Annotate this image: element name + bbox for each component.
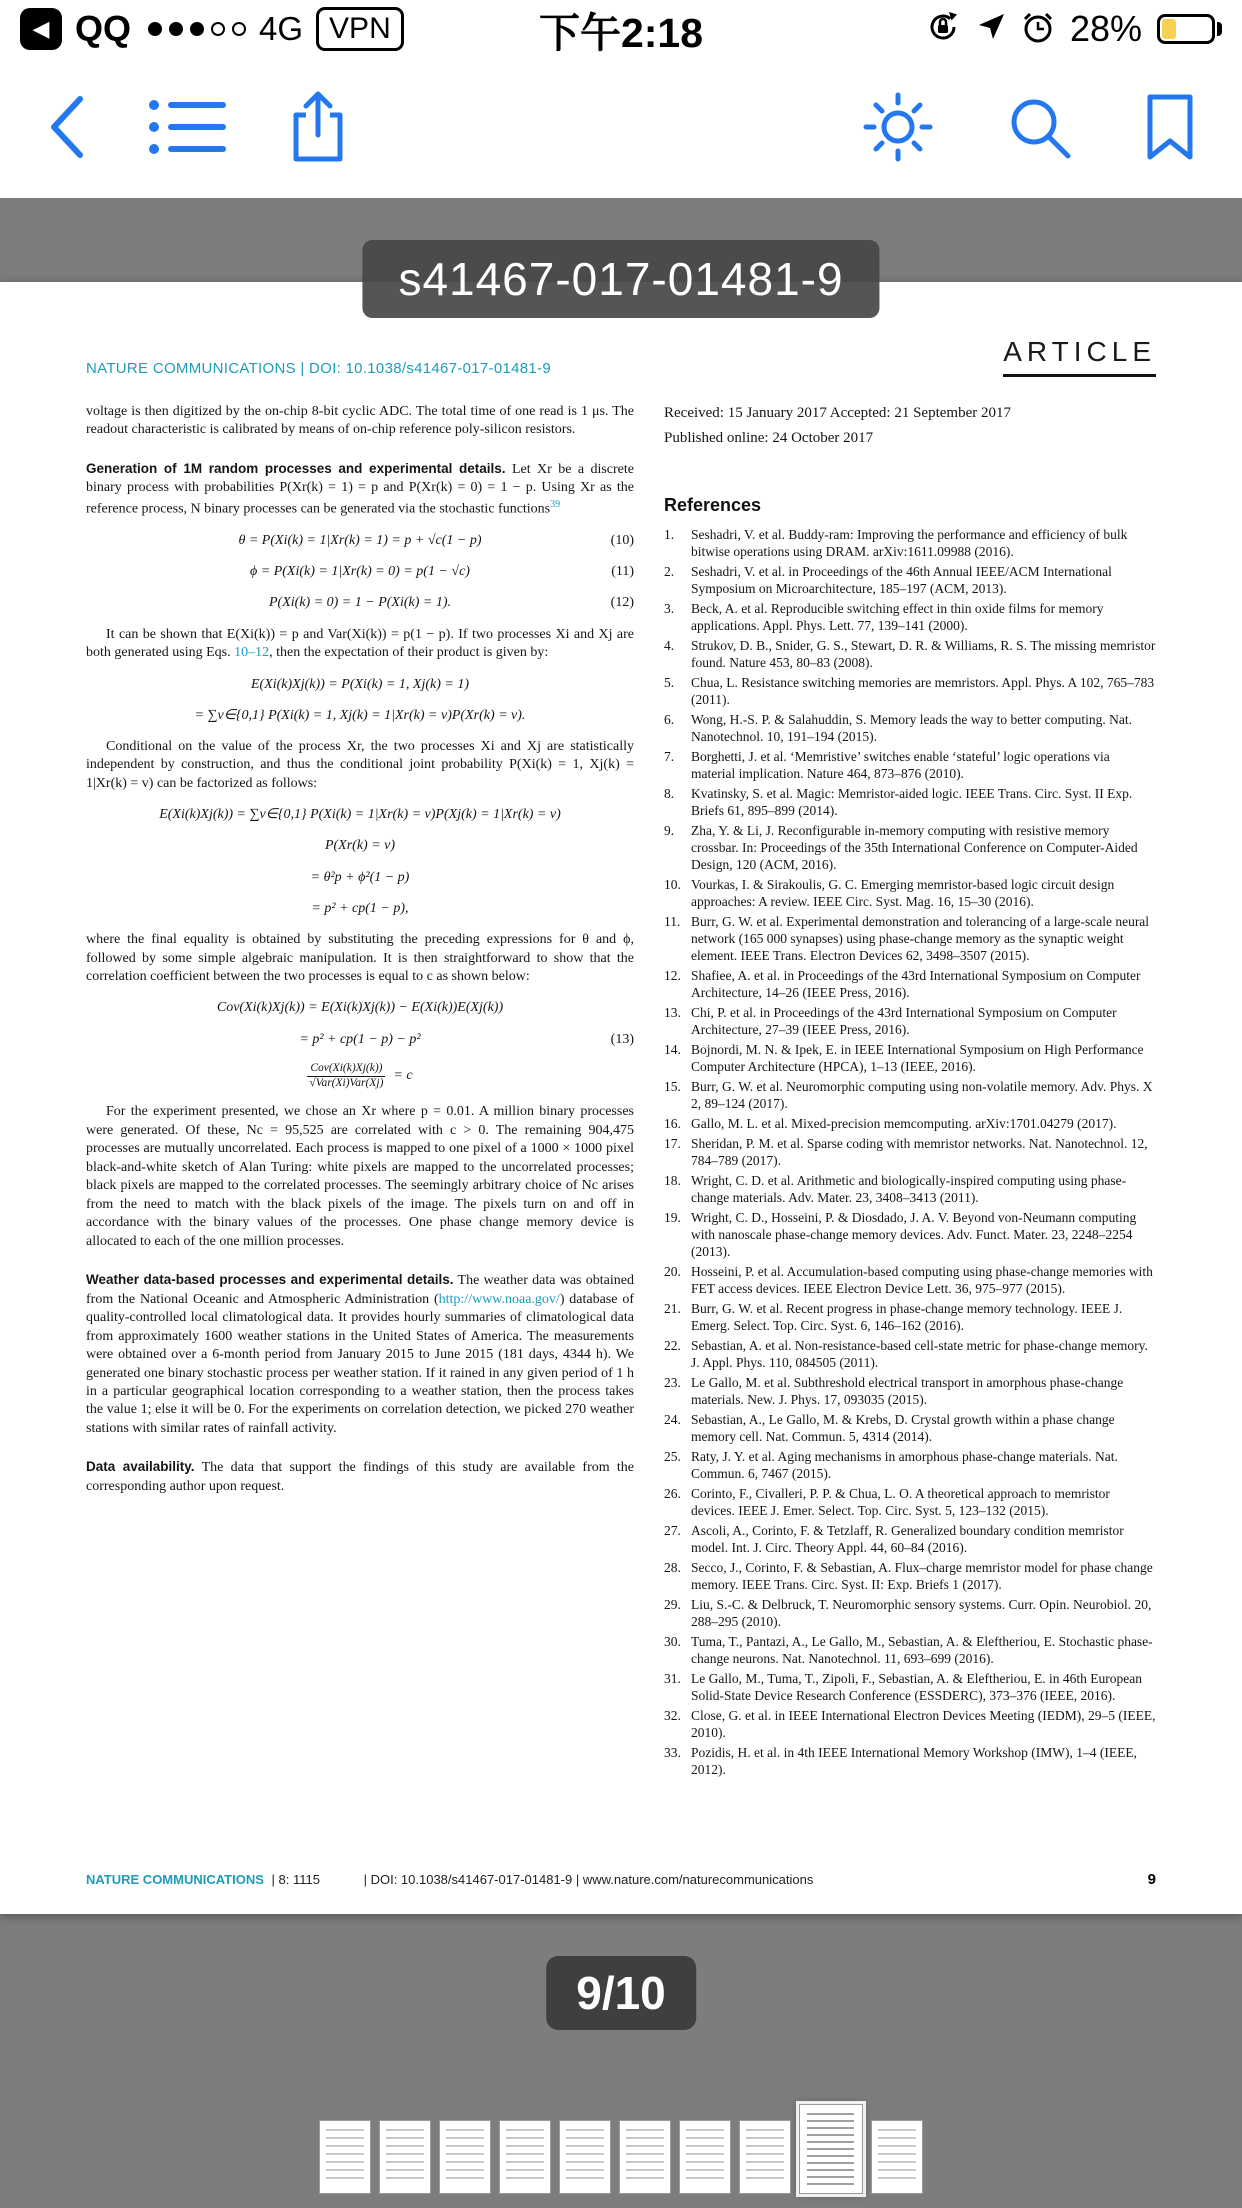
section-generation (86, 460, 634, 519)
reference-item (664, 1448, 1156, 1482)
footer-page-number: 9 (1147, 1871, 1156, 1888)
equation-12: P(Xi(k) = 0) = 1 − P(Xi(k) = 1). (12) (86, 594, 634, 612)
equation-number: (10) (610, 533, 634, 548)
reference-text: Chua, L. Resistance switching memories are memristors. Appl. Phys. A 102, 765–783 (2011). (691, 674, 1155, 707)
location-arrow-icon (976, 12, 1006, 47)
page-thumbnail-3[interactable] (439, 2120, 491, 2194)
reference-text: Liu, S.-C. & Delbruck, T. Neuromorphic sensory systems. Curr. Opin. Neurobiol. 20, 288–295 (2010). (691, 1596, 1152, 1629)
equation-covariance: Cov(Xi(k)Xj(k)) = E(Xi(k)Xj(k)) − E(Xi(k))E(Xj(k)) (216, 1000, 504, 1016)
reference-number: 11. (664, 913, 681, 929)
reference-item (664, 1522, 1156, 1556)
reference-number: 26. (664, 1485, 681, 1501)
reference-text: Seshadri, V. et al. Buddy-ram: Improving the performance and efficiency of bulk bitwise operations using DRAM. arXiv:1611.09988 (2016). (691, 526, 1128, 559)
page-thumbnail-10[interactable] (871, 2120, 923, 2194)
reference-number: 16. (664, 1115, 681, 1131)
reference-number: 14. (664, 1041, 681, 1057)
reference-number: 23. (664, 1374, 681, 1390)
reference-number: 7. (664, 748, 675, 764)
paragraph-final-equality: where the final equality is obtained by substituting the preceding expressions for θ and ϕ, followed by some simple algebraic manipulation. It is then straightforward to show that the correlation coefficient between the two processes is equal to c as shown below: (86, 932, 634, 984)
citation-link-39[interactable]: 39 (550, 498, 561, 510)
brightness-icon (862, 91, 934, 166)
share-button[interactable] (288, 89, 348, 168)
page-thumbnail-7[interactable] (679, 2120, 731, 2194)
reference-text: Corinto, F., Civalleri, P. P. & Chua, L. O. A theoretical approach to memristor devices. IEEE J. Emer. Select. Top. Circ. Syst. 5, 123–132 (2015). (691, 1485, 1110, 1518)
orientation-lock-icon (925, 9, 961, 50)
reference-number: 17. (664, 1135, 681, 1151)
fraction: $\frac{\text{Cov(Xi(k)Xj(k))}}{\text{√Var(Xi)Var(Xj)}}$ (307, 1062, 385, 1091)
reference-text: Burr, G. W. et al. Recent progress in phase-change memory technology. IEEE J. Emerg. Select. Top. Circ. Syst. 6, 146–162 (2016). (691, 1300, 1123, 1333)
share-icon (288, 89, 348, 168)
reference-number: 22. (664, 1337, 681, 1353)
equation-range-link[interactable]: 10–12 (234, 645, 270, 661)
section-heading-weather: Weather data-based processes and experimental details. (86, 1272, 454, 1288)
reference-item (664, 1209, 1156, 1260)
status-time: 下午2:18 (538, 9, 704, 56)
reference-text: Gallo, M. L. et al. Mixed-precision memcomputing. arXiv:1701.04279 (2017). (691, 1115, 1117, 1131)
section-heading-data-availability: Data availability. (86, 1459, 195, 1475)
page-header (86, 336, 1156, 377)
page-thumbnail-6[interactable] (619, 2120, 671, 2194)
reference-number: 29. (664, 1596, 681, 1612)
paragraph-experiment: For the experiment presented, we chose an Xr where p = 0.01. A million binary processes were generated. Of these, Nc = 95,525 are correlated with c > 0. The remaining 904,475 processes are mutually uncorrelated. Each process is mapped to one pixel of a 1000 × 1000 pixel black-and-white sketch of Alan Turing: white pixels are mapped to the uncorrelated processes; black pixels are mapped to the correlated processes. The seemingly arbitrary choice of Nc arises from the need to match with the black pixels of the image. The pixels turn on and off in accordance with the binary values of the processes. One phase change memory device is allocated to each of the one million processes. (86, 1104, 634, 1249)
reference-item (664, 637, 1156, 671)
page-thumbnail-9-selected[interactable] (799, 2104, 863, 2194)
reference-item (664, 1337, 1156, 1371)
page-thumbnail-1[interactable] (319, 2120, 371, 2194)
battery-percent: 28% (1069, 8, 1142, 49)
back-icon (46, 93, 86, 164)
reference-number: 10. (664, 876, 681, 892)
network-type-label: 4G (259, 10, 304, 47)
reference-text: Le Gallo, M. et al. Subthreshold electrical transport in amorphous phase-change materials. New. J. Phys. 17, 093035 (2015). (691, 1374, 1124, 1407)
footer-doi: | DOI: 10.1038/s41467-017-01481-9 | www.nature.com/naturecommunications (363, 1872, 814, 1887)
reference-text: Pozidis, H. et al. in 4th IEEE International Memory Workshop (IMW), 1–4 (IEEE, 2012). (691, 1744, 1137, 1777)
reference-text: Wright, C. D., Hosseini, P. & Diosdado, J. A. V. Beyond von-Neumann computing with nanoscale phase-change memory devices. Adv. Funct. Mater. 23, 2248–2254 (2013). (691, 1209, 1137, 1259)
footer-left (86, 1872, 813, 1887)
back-button[interactable] (46, 93, 86, 164)
back-to-qq-icon[interactable]: ◀ (20, 8, 62, 50)
page-thumbnail-5[interactable] (559, 2120, 611, 2194)
contents-button[interactable] (148, 97, 226, 160)
page-footer (86, 1871, 1156, 1888)
reference-number: 20. (664, 1263, 681, 1279)
section-data-availability: Data availability. The data that support the findings of this study are available from the corresponding author upon request. (86, 1459, 634, 1494)
bookmark-icon (1144, 93, 1196, 164)
reference-item (664, 674, 1156, 708)
reference-item (664, 822, 1156, 873)
reference-number: 28. (664, 1559, 681, 1575)
brightness-button[interactable] (862, 91, 934, 166)
reference-text: Strukov, D. B., Snider, G. S., Stewart, D. R. & Williams, R. S. The missing memristor found. Nature 453, 80–83 (2008). (691, 637, 1156, 670)
page-thumbnail-8[interactable] (739, 2120, 791, 2194)
references-heading: References (664, 494, 762, 515)
reference-item (664, 1707, 1156, 1741)
equation-number: (12) (610, 595, 634, 611)
equation-number: (11) (611, 564, 634, 580)
reference-item (664, 967, 1156, 1001)
article-label: ARTICLE (1003, 336, 1156, 377)
section-weather: Weather data-based processes and experimental details. The weather data was obtained from the National Oceanic and Atmospheric Administration (http://www.noaa.gov/) database of quality-controlled local climatological data. It provides hourly summaries of climatological data from approximately 1600 weather stations in the United States of America. The measurements were obtained over a 6-month period from January 2015 to June 2015 (181 days, 4344 h). We generated one binary stochastic process per weather station. If it rained in any given period of 1 h in a particular geographical location corresponding to a weather station, then the process takes the value 1; else it will be 0. For the experiments on correlation detection, we picked 270 weather stations with similar rates of rainfall activity. (86, 1272, 634, 1436)
reference-item (664, 1115, 1156, 1132)
reference-item (664, 1670, 1156, 1704)
reference-item (664, 876, 1156, 910)
paragraph-readout: voltage is then digitized by the on-chip 8-bit cyclic ADC. The total time of one read is 1 μs. The readout characteristic is calibrated by means of on-chip reference poly-silicon resistors. (86, 404, 634, 438)
page-indicator: 9/10 (546, 1956, 696, 2030)
reference-number: 6. (664, 711, 675, 727)
reference-text: Wong, H.-S. P. & Salahuddin, S. Memory leads the way to better computing. Nat. Nanotechnol. 10, 191–194 (2015). (691, 711, 1132, 744)
right-column (664, 403, 1156, 1781)
reference-item (664, 600, 1156, 634)
paragraph-expectation: It can be shown that E(Xi(k)) = p and Var(Xi(k)) = p(1 − p). If two processes Xi and Xj are both generated using Eqs. 10–12, then the expectation of their product is given by: (86, 626, 634, 661)
section-generation-text: Let Xr be a discrete binary process with probabilities P(Xr(k) = 1) = p and P(Xr(k) = 0) = 1 − p. Using Xr as the reference process, N binary processes can be generated via the stochastic functions (86, 461, 634, 517)
reference-number: 9. (664, 822, 675, 838)
reference-item (664, 1559, 1156, 1593)
reference-item (664, 913, 1156, 964)
reference-item (664, 1374, 1156, 1408)
reference-text: Burr, G. W. et al. Neuromorphic computing using non-volatile memory. Adv. Phys. X 2, 89–124 (2017). (691, 1078, 1153, 1111)
reference-item (664, 1485, 1156, 1519)
reference-text: Vourkas, I. & Sirakoulis, G. C. Emerging memristor-based logic circuit design approaches: A review. IEEE Circ. Syst. Mag. 16, 15–30 (2016). (691, 876, 1115, 909)
contents-icon (148, 97, 226, 160)
reference-item (664, 1004, 1156, 1038)
reference-number: 8. (664, 785, 675, 801)
reference-text: Shafiee, A. et al. in Proceedings of the 43rd International Symposium on Computer Architecture, 14–26 (IEEE Press, 2016). (691, 967, 1141, 1000)
reference-text: Ascoli, A., Corinto, F. & Tetzlaff, R. Generalized boundary condition memristor model. Int. J. Circ. Theory Appl. 44, 60–84 (2016). (691, 1522, 1124, 1555)
reference-text: Le Gallo, M., Tuma, T., Zipoli, F., Sebastian, A. & Eleftheriou, E. in 46th European Solid-State Device Research Conference (ESSDERC), 373–376 (IEEE, 2016). (691, 1670, 1142, 1703)
reference-item (664, 526, 1156, 560)
reference-number: 33. (664, 1744, 681, 1760)
reference-item (664, 1744, 1156, 1778)
reference-number: 30. (664, 1633, 681, 1649)
equation-10: θ = P(Xi(k) = 1|Xr(k) = 1) = p + √c(1 − p) (10) (86, 532, 634, 550)
reference-item (664, 1078, 1156, 1112)
equation-11: ϕ = P(Xi(k) = 1|Xr(k) = 0) = p(1 − √c) (11) (86, 563, 634, 581)
pdf-page[interactable] (0, 282, 1242, 1914)
equation-factorized-4: = p² + cp(1 − p), (311, 900, 409, 916)
reference-number: 21. (664, 1300, 681, 1316)
reference-text: Sheridan, P. M. et al. Sparse coding with memristor networks. Nat. Nanotechnol. 12, 784–789 (2017). (691, 1135, 1148, 1168)
reference-text: Burr, G. W. et al. Experimental demonstration and tolerancing of a large-scale neural network (165 000 synapses) using phase-change memory as the synaptic weight element. IEEE Trans. Electron Devices 62, 3498–3507 (2015). (691, 913, 1150, 963)
reference-number: 5. (664, 674, 675, 690)
references-list (664, 526, 1156, 1778)
reference-item (664, 1300, 1156, 1334)
filename-toast: s41467-017-01481-9 (362, 240, 879, 318)
reference-text: Hosseini, P. et al. Accumulation-based computing using phase-change memories with FET access devices. IEEE Electron Device Lett. 36, 975–977 (2015). (691, 1263, 1153, 1296)
reference-item (664, 1411, 1156, 1445)
reference-text: Kvatinsky, S. et al. Magic: Memristor-aided logic. IEEE Trans. Circ. Syst. II Exp. Briefs 61, 895–899 (2014). (691, 785, 1133, 818)
reference-number: 12. (664, 967, 681, 983)
reference-text: Raty, J. Y. et al. Aging mechanisms in amorphous phase-change materials. Nat. Commun. 6, 7467 (2015). (691, 1448, 1118, 1481)
left-column (86, 403, 634, 1781)
reference-text: Sebastian, A., Le Gallo, M. & Krebs, D. Crystal growth within a phase change memory cell. Nat. Commun. 5, 4314 (2014). (691, 1411, 1115, 1444)
reference-number: 4. (664, 637, 675, 653)
toolbar-right-group (862, 91, 1196, 166)
bookmark-button[interactable] (1144, 93, 1196, 164)
reference-text: Sebastian, A. et al. Non-resistance-based cell-state metric for phase-change memory. J. Appl. Phys. 110, 084505 (2011). (691, 1337, 1148, 1370)
equation-factorized-2: P(Xr(k) = v) (324, 838, 396, 854)
equation-expectation-2: = ∑v∈{0,1} P(Xi(k) = 1, Xj(k) = 1|Xr(k) = v)P(Xr(k) = v). (194, 707, 526, 723)
reference-text: Wright, C. D. et al. Arithmetic and biologically-inspired computing using phase-change materials. Adv. Mater. 23, 3408–3413 (2011). (691, 1172, 1127, 1205)
reference-text: Secco, J., Corinto, F. & Sebastian, A. Flux–charge memristor model for phase change memory. IEEE Trans. Circ. Syst. II: Exp. Briefs 1 (2017). (691, 1559, 1153, 1592)
equation-factorized-3: = θ²p + ϕ²(1 − p) (310, 869, 410, 885)
footer-journal: NATURE COMMUNICATIONS (86, 1872, 264, 1887)
noaa-link[interactable]: http://www.noaa.gov/ (438, 1291, 560, 1307)
reference-item (664, 1041, 1156, 1075)
reference-text: Zha, Y. & Li, J. Reconfigurable in-memory computing with resistive memory crossbar. In: Proceedings of the 35th International Conference on Computer-Aided Design, 120 (ACM, 2016). (691, 822, 1138, 872)
reference-number: 25. (664, 1448, 681, 1464)
toolbar-left-group (46, 89, 348, 168)
reference-number: 13. (664, 1004, 681, 1020)
alarm-icon (1021, 10, 1055, 49)
equation-13: = p² + cp(1 − p) − p² (13) (86, 1031, 634, 1049)
reference-item (664, 1596, 1156, 1630)
received-dates: Received: 15 January 2017 Accepted: 21 September 2017 (664, 405, 1011, 421)
reference-item (664, 563, 1156, 597)
equation-expectation-1: E(Xi(k)Xj(k)) = P(Xi(k) = 1, Xj(k) = 1) (250, 676, 469, 692)
reference-item (664, 748, 1156, 782)
reference-number: 18. (664, 1172, 681, 1188)
search-button[interactable] (1006, 94, 1072, 163)
paragraph-conditional: Conditional on the value of the process Xr, the two processes Xi and Xj are statistically independent by construction, and thus the conditional joint probability P(Xi(k) = 1, Xj(k) = 1|Xr(k) = v) can be factorized as follows: (86, 738, 634, 791)
reference-text: Chi, P. et al. in Proceedings of the 43rd International Symposium on Computer Architecture, 27–39 (IEEE Press, 2016). (691, 1004, 1117, 1037)
reference-item (664, 1172, 1156, 1206)
status-bar (0, 0, 1242, 58)
reader-toolbar (0, 58, 1242, 198)
status-bar-right (925, 8, 1222, 50)
equation-factorized-1: E(Xi(k)Xj(k)) = ∑v∈{0,1} P(Xi(k) = 1|Xr(k) = v)P(Xj(k) = 1|Xr(k) = v) (159, 807, 561, 823)
footer-issue: | 8: 1115 (271, 1872, 320, 1887)
back-to-app-label[interactable]: QQ (75, 8, 132, 49)
reference-text: Bojnordi, M. N. & Ipek, E. in IEEE International Symposium on High Performance Computer Architecture (HPCA), 1–13 (IEEE, 2016). (691, 1041, 1144, 1074)
section-heading-generation: Generation of 1M random processes and experimental details. (86, 460, 506, 476)
reference-text: Close, G. et al. in IEEE International Electron Devices Meeting (IEDM), 29–5 (IEEE, 2010). (691, 1707, 1156, 1740)
reference-number: 24. (664, 1411, 681, 1427)
search-icon (1006, 94, 1072, 163)
page-thumbnail-2[interactable] (379, 2120, 431, 2194)
reference-number: 27. (664, 1522, 681, 1538)
reference-number: 3. (664, 600, 675, 616)
status-bar-left (20, 7, 404, 51)
reference-number: 19. (664, 1209, 681, 1225)
reference-item (664, 1263, 1156, 1297)
reference-text: Borghetti, J. et al. ‘Memristive’ switches enable ‘stateful’ logic operations via material implication. Nature 464, 873–876 (2010). (691, 748, 1110, 781)
reference-number: 1. (664, 526, 675, 542)
published-date: Published online: 24 October 2017 (664, 430, 874, 447)
equation-correlation-coefficient: $\frac{\text{Cov(Xi(k)Xj(k))}}{\text{√Var(Xi)Var(Xj)}}$ = c (86, 1062, 634, 1091)
page-thumbnail-4[interactable] (499, 2120, 551, 2194)
reference-item (664, 1135, 1156, 1169)
reference-text: Seshadri, V. et al. in Proceedings of the 46th Annual IEEE/ACM International Symposium on Microarchitecture, 185–197 (ACM, 2013). (691, 563, 1112, 596)
reference-item (664, 711, 1156, 745)
journal-doi-header: NATURE COMMUNICATIONS | DOI: 10.1038/s41467-017-01481-9 (86, 360, 552, 377)
reference-item (664, 785, 1156, 819)
reference-text: Tuma, T., Pantazi, A., Le Gallo, M., Sebastian, A. & Eleftheriou, E. Stochastic phase-change neurons. Nat. Nanotechnol. 11, 693–699 (2016). (691, 1633, 1153, 1666)
reference-number: 31. (664, 1670, 681, 1686)
signal-strength-icon (148, 22, 246, 36)
vpn-badge: VPN (316, 7, 404, 51)
reference-number: 15. (664, 1078, 681, 1094)
reference-item (664, 1633, 1156, 1667)
reference-text: Beck, A. et al. Reproducible switching effect in thin oxide films for memory applications. Appl. Phys. Lett. 77, 139–141 (2000). (691, 600, 1104, 633)
thumbnail-strip (0, 2104, 1242, 2194)
reference-number: 2. (664, 563, 675, 579)
reference-number: 32. (664, 1707, 681, 1723)
equation-number: (13) (610, 1031, 634, 1047)
battery-icon (1157, 14, 1222, 44)
